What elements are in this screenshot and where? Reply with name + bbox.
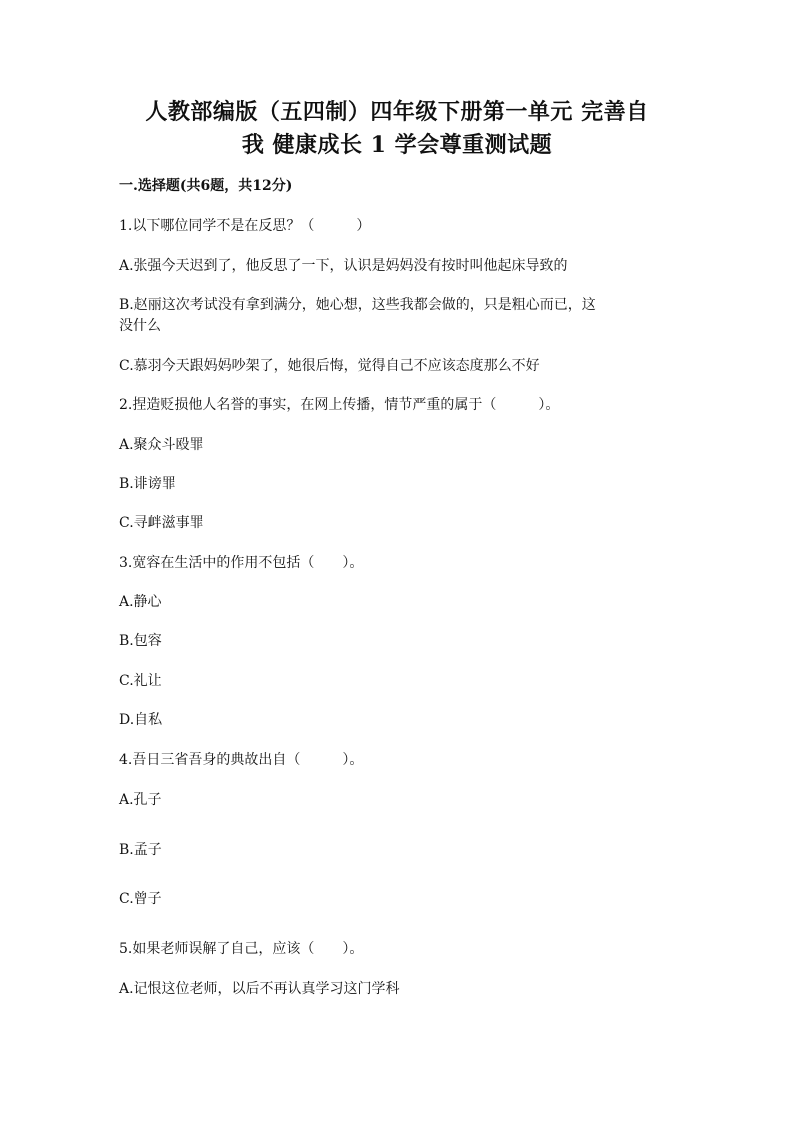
- question-1-option-a: A.张强今天迟到了，他反思了一下，认识是妈妈没有按时叫他起床导致的: [119, 258, 568, 274]
- question-3-option-a: A.静心: [119, 594, 162, 610]
- question-1-option-b-continued: 没什么: [119, 318, 161, 334]
- question-2-option-b: B.诽谤罪: [119, 476, 176, 492]
- question-3-stem: 3.宽容在生活中的作用不包括（ ）。: [119, 555, 364, 571]
- question-4-option-c: C.曾子: [119, 891, 162, 907]
- question-2-stem: 2.捏造贬损他人名誉的事实，在网上传播，情节严重的属于（ ）。: [119, 397, 560, 413]
- question-4-option-a: A.孔子: [119, 792, 162, 808]
- question-3-option-d: D.自私: [119, 712, 163, 728]
- section-heading: 一.选择题(共6题，共12分): [119, 178, 293, 194]
- question-5-stem: 5.如果老师误解了自己，应该（ ）。: [119, 941, 364, 957]
- question-3-option-b: B.包容: [119, 633, 162, 649]
- question-4-stem: 4.吾日三省吾身的典故出自（ ）。: [119, 752, 364, 768]
- question-1-stem: 1.以下哪位同学不是在反思？（ ）: [119, 218, 371, 234]
- question-2-option-c: C.寻衅滋事罪: [119, 515, 204, 531]
- question-5-option-a: A.记恨这位老师，以后不再认真学习这门学科: [119, 981, 400, 997]
- question-3-option-c: C.礼让: [119, 673, 162, 689]
- question-1-option-c: C.慕羽今天跟妈妈吵架了，她很后悔，觉得自己不应该态度那么不好: [119, 358, 540, 374]
- question-1-option-b: B.赵丽这次考试没有拿到满分，她心想，这些我都会做的，只是粗心而已，这: [119, 297, 596, 313]
- question-4-option-b: B.孟子: [119, 842, 162, 858]
- page-title-line-1: 人教部编版（五四制）四年级下册第一单元 完善自: [145, 99, 649, 125]
- question-2-option-a: A.聚众斗殴罪: [119, 437, 204, 453]
- page-title-line-2: 我 健康成长 1 学会尊重测试题: [241, 132, 553, 158]
